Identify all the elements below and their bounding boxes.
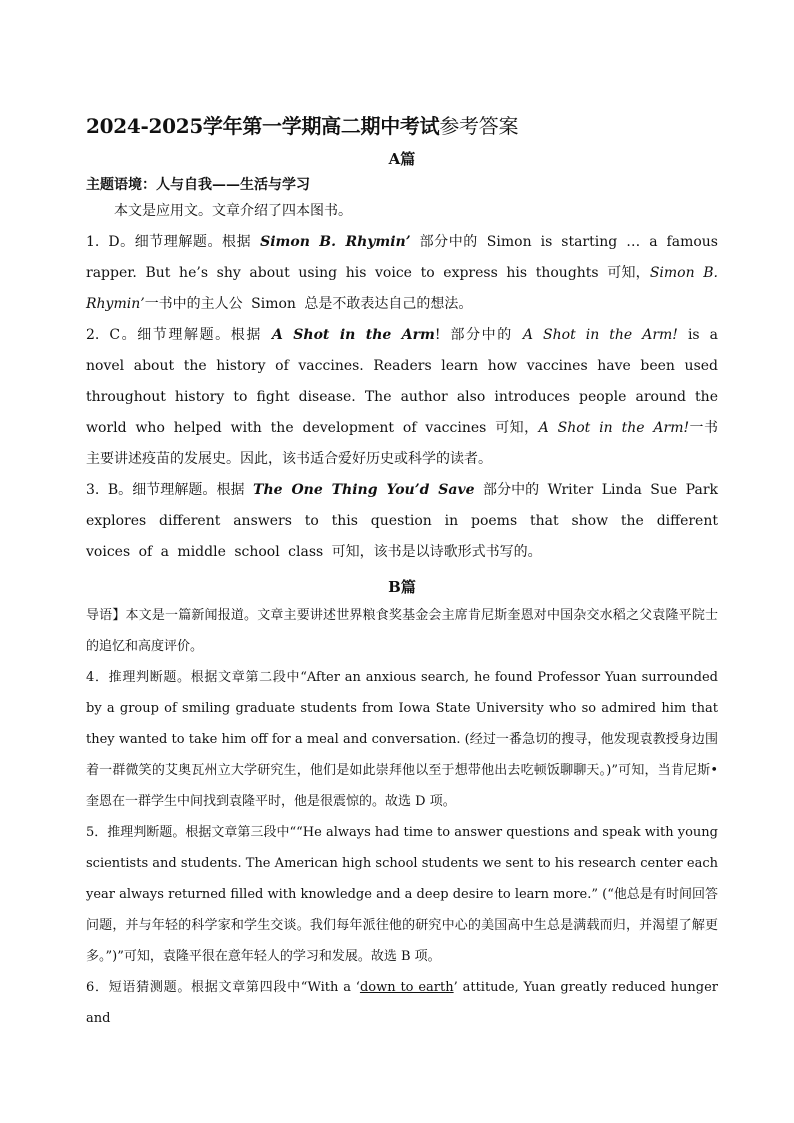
answer-1-evidence: 部分中的 Simon is starting … a famous rapper. But he’s shy about using his voice to express his thoughts 可知， bbox=[86, 234, 718, 281]
answer-1 bbox=[86, 227, 718, 320]
answer-6-context: ’ attitude, Yuan greatly reduced hunger and bbox=[86, 980, 719, 1026]
answer-3-evidence: 部分中的 Writer Linda Sue Park explores different answers to this question in poems that show the different voices of a middle school class 可知，该书是以诗歌形式书写的。 bbox=[86, 482, 718, 560]
answer-2-book-title: A Shot in the Arm bbox=[271, 327, 435, 343]
answer-2-evidence: is a novel about the history of vaccines. Readers learn how vaccines have been used throughout history to fight disease. The author also introduces people around the world who helped with the development of vaccines 可知， bbox=[86, 327, 718, 436]
section-b-heading: B篇 bbox=[388, 578, 416, 596]
answer-3-book-title: The One Thing You’d Save bbox=[253, 482, 475, 498]
answer-2-lead: 2. C。细节理解题。根据 bbox=[86, 327, 272, 343]
page-title bbox=[86, 112, 718, 140]
answer-1-lead: 1. D。细节理解题。根据 bbox=[86, 234, 261, 250]
answer-6-lead: 6．短语猜测题。根据文章第四段中“With a ‘ bbox=[86, 980, 360, 995]
answer-1-book-title-2: Simon B. Rhymin’ bbox=[86, 265, 718, 312]
section-a-intro: 本文是应用文。文章介绍了四本图书。 bbox=[114, 203, 352, 219]
answer-3-lead: 3. B。细节理解题。根据 bbox=[86, 482, 254, 498]
answer-2-book-title-3: A Shot in the Arm! bbox=[538, 420, 690, 436]
answer-2-book-title-2: A Shot in the Arm! bbox=[522, 327, 678, 343]
answer-1-conclusion: 一书中的主人公 Simon 总是不敢表达自己的想法。 bbox=[144, 296, 473, 312]
answer-6 bbox=[86, 972, 718, 1034]
answer-4: 4．推理判断题。根据文章第二段中“After an anxious search, he found Professor Yuan surrounded by a group of smiling graduate students from Iowa State University who so admired him that they wanted to take him off for a meal and conversation. (经过一番急切的搜寻，他发现袁教授身边围着一群微笑的艾奥瓦州立大学研究生，他们是如此崇拜他以至于想带他出去吃顿饭聊聊天。)”可知，当肯尼斯•奎恩在一群学生中间找到袁隆平时，他是很震惊的。故选 D 项。 bbox=[86, 670, 718, 809]
title-main: 2024-2025学年第一学期高二期中考试 bbox=[86, 114, 440, 138]
answer-2-conclusion: 一书主要讲述疫苗的发展史。因此，该书适合爱好历史或科学的读者。 bbox=[86, 420, 719, 467]
answer-1-book-title: Simon B. Rhymin’ bbox=[260, 234, 411, 250]
answer-3 bbox=[86, 475, 718, 568]
theme-context: 主题语境：人与自我——生活与学习 bbox=[86, 177, 310, 193]
answer-2 bbox=[86, 320, 718, 475]
title-suffix: 参考答案 bbox=[439, 114, 519, 138]
answer-document bbox=[86, 112, 718, 1034]
section-a-heading: A篇 bbox=[388, 150, 416, 168]
answer-6-phrase: down to earth bbox=[359, 980, 454, 995]
answer-2-mid: ! 部分中的 bbox=[434, 327, 523, 343]
answer-5: 5．推理判断题。根据文章第三段中““He always had time to answer questions and speak with young scientists and students. The American high school students we sent to his research center each year always returned filled with knowledge and a deep desire to learn more.” (“他总是有时间回答问题，并与年轻的科学家和学生交谈。我们每年派往他的研究中心的美国高中生总是满载而归，并渴望了解更多。”)”可知，袁隆平很在意年轻人的学习和发展。故选 B 项。 bbox=[86, 825, 718, 964]
section-b-lead: 导语】本文是一篇新闻报道。文章主要讲述世界粮食奖基金会主席肯尼斯奎恩对中国杂交水稻之父袁隆平院士的追忆和高度评价。 bbox=[86, 608, 718, 654]
